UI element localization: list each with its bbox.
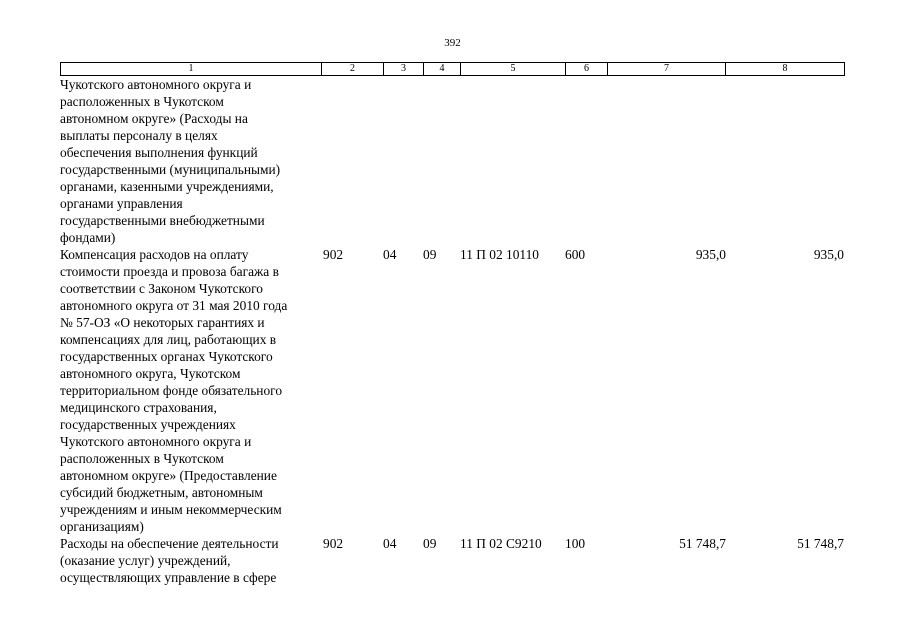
table-body [60, 76, 844, 586]
page-number: 392 [444, 37, 461, 49]
subsection-code: 09 [423, 536, 437, 551]
expense-type-code: 100 [565, 536, 586, 551]
table-header [60, 62, 845, 76]
section-code: 04 [383, 247, 397, 262]
header-col-6: 6 [566, 63, 608, 76]
row-description: Компенсация расходов на оплату стоимости проезда и провоза багажа в соответствии с Законом Чукотского автономного округа от 31 мая 2010 года № 57-ОЗ «О некоторых гарантиях и компенсациях для лиц, работающих в государственных органах Чукотского автономного округа, Чукотском территориальном фонде обязательного медицинского страхования, государственных учреждениях Чукотского автономного округа и расположенных в Чукотском автономном округе» (Предоставление субсидий бюджетным, автономным учреждениям и иным некоммерческим организациям) [60, 247, 288, 534]
ministry-code: 902 [323, 536, 344, 551]
ministry-code: 902 [323, 247, 344, 262]
header-col-8: 8 [726, 63, 845, 76]
header-col-1: 1 [61, 63, 322, 76]
header-col-5: 5 [461, 63, 566, 76]
section-code: 04 [383, 536, 397, 551]
row-description: Чукотского автономного округа и расположенных в Чукотском автономном округе» (Расходы на выплаты персоналу в целях обеспечения выполнения функций государственными (муниципальными) органами, казенными учреждениями, органами управления государственными внебюджетными фондами) [60, 77, 281, 245]
target-article-code: 11 П 02 С9210 [460, 536, 542, 551]
target-article-code: 11 П 02 10110 [460, 247, 539, 262]
table-row [60, 246, 844, 535]
table-row [60, 76, 844, 246]
amount-col8: 51 748,7 [797, 536, 844, 551]
header-col-4: 4 [424, 63, 461, 76]
row-description: Расходы на обеспечение деятельности (оказание услуг) учреждений, осуществляющих управление в сфере [60, 536, 279, 585]
amount-col7: 51 748,7 [679, 536, 726, 551]
header-col-7: 7 [608, 63, 726, 76]
amount-col8: 935,0 [813, 247, 844, 262]
subsection-code: 09 [423, 247, 437, 262]
amount-col7: 935,0 [695, 247, 726, 262]
expense-type-code: 600 [565, 247, 586, 262]
header-col-3: 3 [384, 63, 424, 76]
header-col-2: 2 [322, 63, 384, 76]
table-row [60, 535, 844, 586]
